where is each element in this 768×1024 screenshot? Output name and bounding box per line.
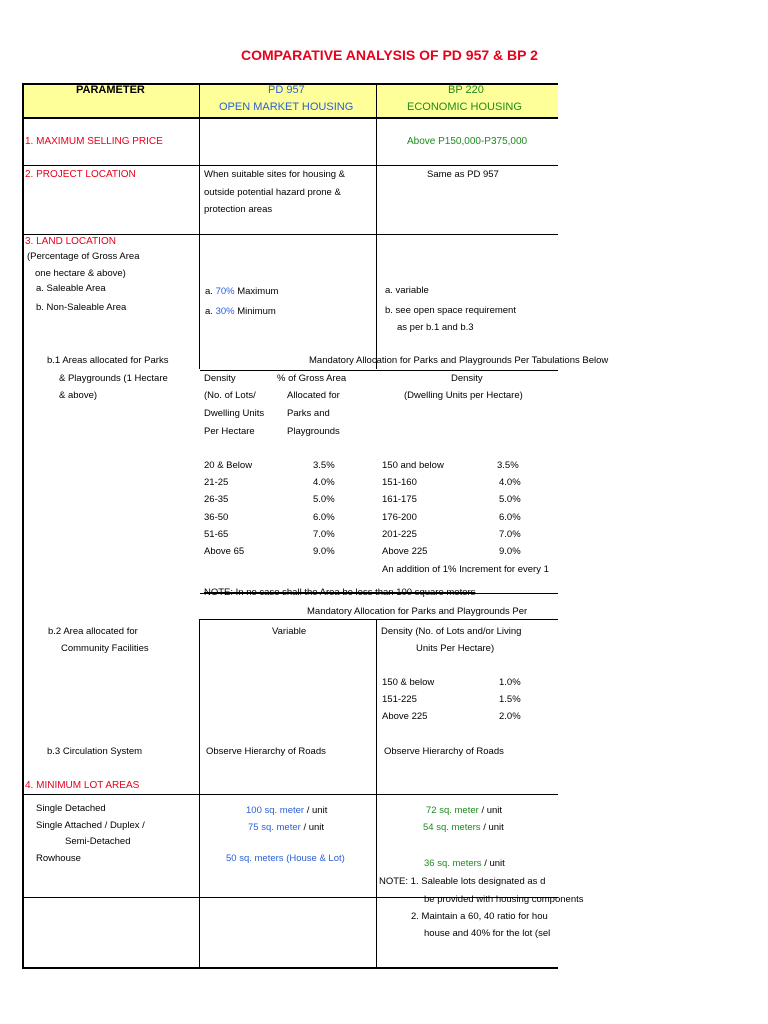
pd-location-line: outside potential hazard prone & (204, 187, 341, 198)
pd-density-pct: 3.5% (313, 460, 335, 471)
pd-density-pct: 5.0% (313, 494, 335, 505)
note-min-area: NOTE: In no case shall the Area be less than 100 square meters (204, 587, 476, 598)
header-parameter: PARAMETER (76, 84, 145, 96)
header-bp-code: BP 220 (448, 84, 484, 96)
saleable-area-label: a. Saleable Area (36, 283, 106, 294)
b1-label: & Playgrounds (1 Hectare (59, 373, 168, 384)
bp-b2-header: Units Per Hectare) (416, 643, 495, 654)
b1-label: b.1 Areas allocated for Parks (47, 355, 169, 366)
bp-lot-single-detached: 72 sq. meter / unit (426, 805, 503, 816)
table-bottom-border (22, 967, 558, 969)
header-pd-name: OPEN MARKET HOUSING (219, 101, 354, 113)
bp-max-price: Above P150,000-P375,000 (407, 136, 528, 147)
pd-pct-sub: Allocated for (287, 390, 340, 401)
section-label-min-lot-areas: 4. MINIMUM LOT AREAS (25, 780, 140, 791)
bp-density-range: Above 225 (382, 546, 428, 557)
bp-location: Same as PD 957 (427, 169, 499, 180)
pd-density-range: 36-50 (204, 512, 229, 523)
bp-density-range: 161-175 (382, 494, 417, 505)
bp-density-pct: 9.0% (499, 546, 521, 557)
pd-density-pct: 7.0% (313, 529, 335, 540)
row-divider (22, 165, 558, 166)
pd-density-range: 26-35 (204, 494, 229, 505)
lot-type-label: Semi-Detached (65, 836, 131, 847)
page-title: COMPARATIVE ANALYSIS OF PD 957 & BP 2 (241, 47, 538, 63)
bp-non-saleable: b. see open space requirement (385, 305, 516, 316)
table-left-border (22, 83, 24, 969)
bp-addition-note: An addition of 1% Increment for every 1 (382, 564, 549, 575)
header-bottom-border (22, 117, 558, 119)
section-label-land-location: 3. LAND LOCATION (25, 236, 116, 247)
b2-label: b.2 Area allocated for (48, 626, 138, 637)
bp-b2-header: Density (No. of Lots and/or Living (381, 626, 522, 637)
bp-lot-single-attached: 54 sq. meters / unit (423, 822, 504, 833)
bp-b2-range: 151-225 (382, 694, 417, 705)
b1-banner-rule (200, 370, 558, 371)
pd-density-range: 20 & Below (204, 460, 253, 471)
pd-density-range: 21-25 (204, 477, 229, 488)
pd-density-pct: 9.0% (313, 546, 335, 557)
bp-density-pct: 7.0% (499, 529, 521, 540)
pd-density-range: 51-65 (204, 529, 229, 540)
bp-non-saleable-ref: as per b.1 and b.3 (397, 322, 474, 333)
bp-b2-range: 150 & below (382, 677, 435, 688)
section-label-project-location: 2. PROJECT LOCATION (25, 169, 136, 180)
pd-location-line: protection areas (204, 204, 273, 215)
bp-density-pct: 4.0% (499, 477, 521, 488)
pd-b3-value: Observe Hierarchy of Roads (206, 746, 326, 757)
pd-density-sub: Dwelling Units (204, 408, 265, 419)
bp-lot-note: NOTE: 1. Saleable lots designated as d (379, 876, 546, 887)
bp-density-range: 201-225 (382, 529, 417, 540)
pd-density-sub: (No. of Lots/ (204, 390, 256, 401)
b1-banner: Mandatory Allocation for Parks and Playgrounds Per Tabulations Below (309, 355, 609, 366)
pd-non-saleable: a. 30% Minimum (205, 306, 276, 317)
pd-lot-single-attached: 75 sq. meter / unit (248, 822, 325, 833)
pd-density-range: Above 65 (204, 546, 245, 557)
col-divider (376, 83, 377, 369)
bp-b2-pct: 2.0% (499, 711, 521, 722)
lot-type-label: Rowhouse (36, 853, 81, 864)
bp-lot-note: house and 40% for the lot (sel (424, 928, 551, 939)
bp-b2-pct: 1.5% (499, 694, 521, 705)
bp-lot-note: be provided with housing components (424, 894, 584, 905)
bp-lot-note: 2. Maintain a 60, 40 ratio for hou (411, 911, 548, 922)
pd-density-sub: Per Hectare (204, 426, 255, 437)
bp-density-pct: 5.0% (499, 494, 521, 505)
pd-pct-sub: Playgrounds (287, 426, 340, 437)
pd-lot-single-detached: 100 sq. meter / unit (246, 805, 328, 816)
pd-lot-rowhouse: 50 sq. meters (House & Lot) (226, 853, 345, 864)
bp-density-range: 176-200 (382, 512, 417, 523)
bp-density-header: Density (451, 373, 483, 384)
b2-label: Community Facilities (61, 643, 149, 654)
pd-pct-sub: Parks and (287, 408, 330, 419)
pd-saleable: a. 70% Maximum (205, 286, 279, 297)
bp-b2-pct: 1.0% (499, 677, 521, 688)
pd-density-pct: 6.0% (313, 512, 335, 523)
bp-lot-rowhouse: 36 sq. meters / unit (424, 858, 505, 869)
pd-pct-header: % of Gross Area (277, 373, 347, 384)
pd-density-header: Density (204, 373, 236, 384)
col-divider (199, 83, 200, 369)
lot-type-label: Single Attached / Duplex / (36, 820, 145, 831)
bp-density-pct: 3.5% (497, 460, 519, 471)
pd-location-line: When suitable sites for housing & (204, 169, 345, 180)
bp-b3-value: Observe Hierarchy of Roads (384, 746, 504, 757)
b1-label: & above) (59, 390, 98, 401)
land-location-subtitle: one hectare & above) (35, 268, 126, 279)
section-label-max-price: 1. MAXIMUM SELLING PRICE (25, 136, 163, 147)
b3-label: b.3 Circulation System (47, 746, 143, 757)
pd-density-pct: 4.0% (313, 477, 335, 488)
land-location-subtitle: (Percentage of Gross Area (27, 251, 140, 262)
bp-density-pct: 6.0% (499, 512, 521, 523)
b2-banner: Mandatory Allocation for Parks and Playgrounds Per (307, 606, 528, 617)
bp-density-range: 150 and below (382, 460, 444, 471)
bp-saleable: a. variable (385, 285, 429, 296)
b2-banner-rule (200, 619, 558, 620)
bp-density-range: 151-160 (382, 477, 417, 488)
row-divider (22, 234, 558, 235)
lot-type-label: Single Detached (36, 803, 106, 814)
row-divider (22, 794, 558, 795)
header-bp-name: ECONOMIC HOUSING (407, 101, 522, 113)
col-divider (376, 619, 377, 968)
header-pd-code: PD 957 (268, 84, 305, 96)
bp-b2-range: Above 225 (382, 711, 428, 722)
non-saleable-area-label: b. Non-Saleable Area (36, 302, 127, 313)
col-divider (199, 619, 200, 968)
bp-density-sub: (Dwelling Units per Hectare) (404, 390, 523, 401)
pd-b2-value: Variable (272, 626, 307, 637)
